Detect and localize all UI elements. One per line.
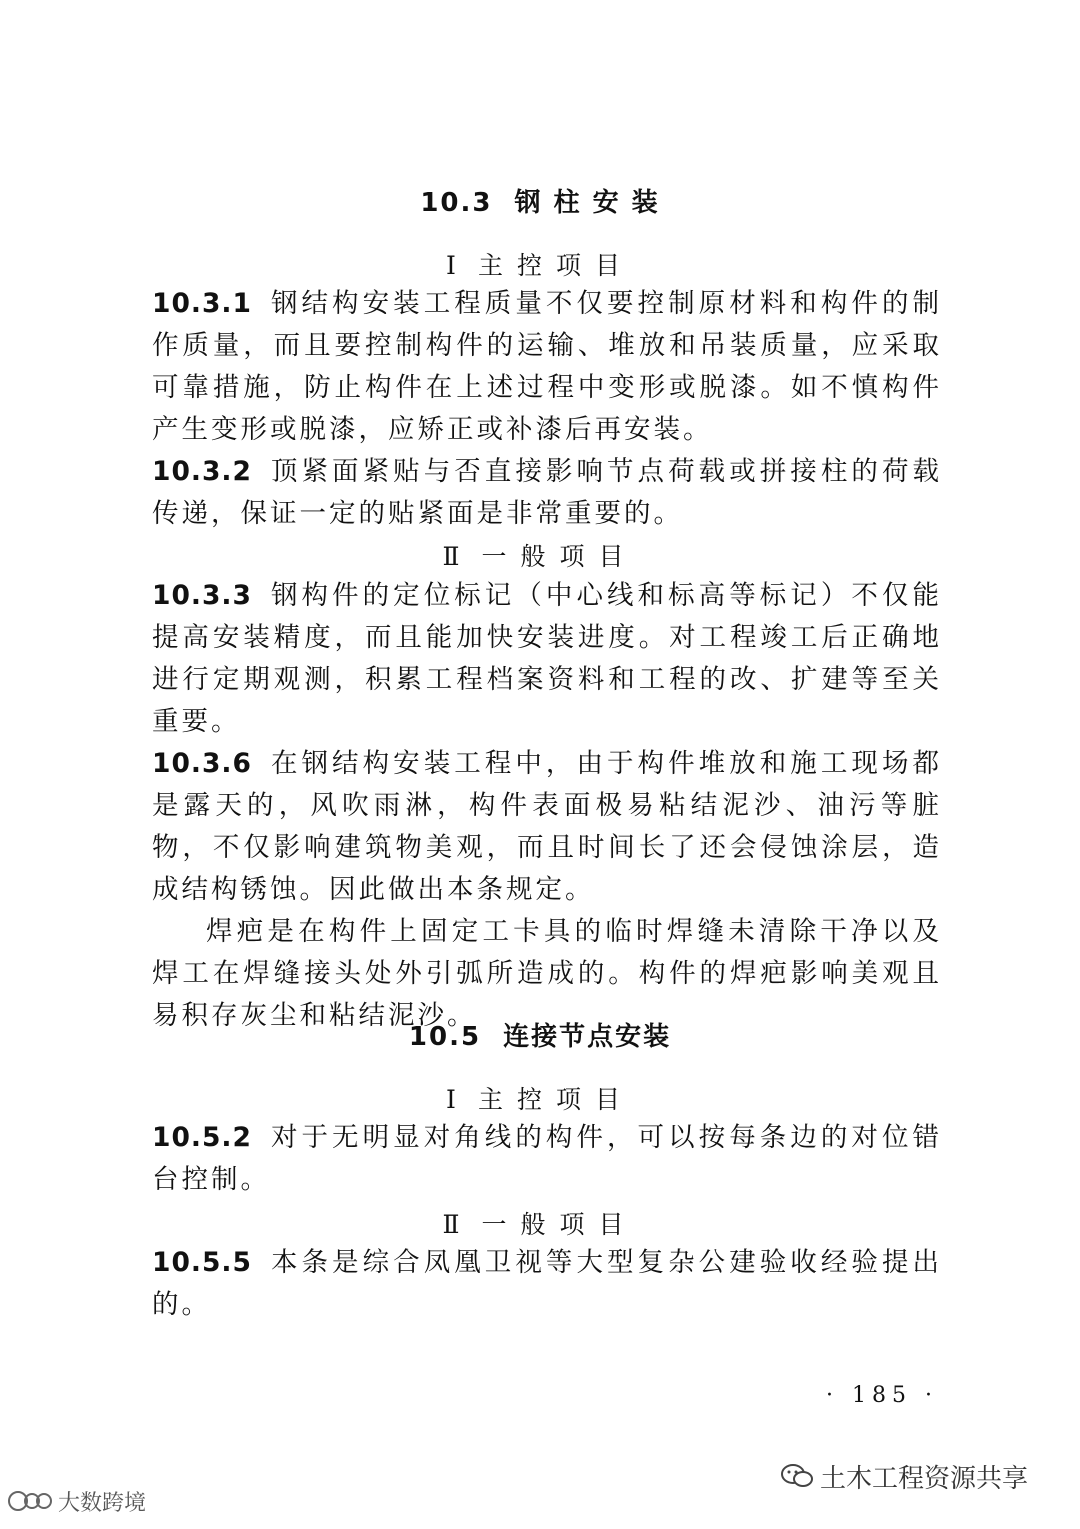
clause-block (152, 283, 942, 535)
page-number: · 185 · (826, 1383, 938, 1408)
watermark-right (780, 1458, 1028, 1496)
clause-number: 10.5.5 (152, 1247, 252, 1278)
logo-icon (6, 1489, 54, 1519)
clause-number: 10.3.1 (152, 288, 252, 319)
clause-paragraph (152, 743, 942, 911)
clause-paragraph (152, 1117, 942, 1201)
roman-numeral: Ⅱ (442, 542, 460, 571)
section-number: 10.3 (420, 188, 493, 218)
clause-paragraph (152, 451, 942, 535)
subsection-heading (0, 1205, 1080, 1241)
subsection-heading (0, 1080, 1080, 1116)
clause-text: 对于无明显对角线的构件，可以按每条边的对位错台控制。 (152, 1122, 942, 1195)
subsection-heading (0, 246, 1080, 282)
subsection-title: 一般项目 (481, 542, 638, 571)
clause-paragraph (152, 575, 942, 743)
clause-text: 钢结构安装工程质量不仅要控制原材料和构件的制作质量，而且要控制构件的运输、堆放和吊装质量，应采取可靠措施，防止构件在上述过程中变形或脱漆。如不慎构件产生变形或脱漆，应矫正或补漆后再安装。 (152, 288, 942, 445)
roman-numeral: Ⅱ (442, 1210, 460, 1239)
clause-number: 10.5.2 (152, 1122, 252, 1153)
clause-text: 顶紧面紧贴与否直接影响节点荷载或拼接柱的荷载传递，保证一定的贴紧面是非常重要的。 (152, 456, 942, 529)
clause-number: 10.3.2 (152, 456, 252, 487)
clause-text: 本条是综合凤凰卫视等大型复杂公建验收经验提出的。 (152, 1247, 942, 1320)
clause-block (152, 1117, 942, 1201)
clause-block (152, 1242, 942, 1326)
subsection-title: 一般项目 (481, 1210, 638, 1239)
body-paragraph: 焊疤是在构件上固定工卡具的临时焊缝未清除干净以及焊工在焊缝接头处外引弧所造成的。构件的焊疤影响美观且易积存灰尘和粘结泥沙。 (152, 916, 942, 1031)
clause-paragraph (152, 283, 942, 451)
roman-numeral: Ⅰ (446, 1085, 456, 1114)
roman-numeral: Ⅰ (446, 251, 456, 280)
clause-block (152, 575, 942, 1037)
wechat-icon (780, 1463, 814, 1496)
subsection-title: 主控项目 (477, 1085, 634, 1114)
watermark-text: 大数跨境 (58, 1491, 147, 1516)
section-title: 钢 柱 安 装 (514, 188, 660, 218)
section-title: 连接节点安装 (503, 1022, 672, 1052)
subsection-heading (0, 537, 1080, 573)
section-number: 10.5 (408, 1022, 482, 1052)
subsection-title: 主控项目 (477, 251, 634, 280)
section-heading-10-3 (0, 182, 1080, 219)
watermark-text: 土木工程资源共享 (820, 1464, 1029, 1494)
clause-number: 10.3.3 (152, 580, 252, 611)
clause-number: 10.3.6 (152, 748, 252, 779)
clause-paragraph (152, 1242, 942, 1326)
section-heading-10-5 (0, 1016, 1080, 1053)
clause-text: 钢构件的定位标记（中心线和标高等标记）不仅能提高安装精度，而且能加快安装进度。对工程竣工后正确地进行定期观测，积累工程档案资料和工程的改、扩建等至关重要。 (152, 580, 942, 737)
clause-text: 在钢结构安装工程中，由于构件堆放和施工现场都是露天的，风吹雨淋，构件表面极易粘结泥沙、油污等脏物，不仅影响建筑物美观，而且时间长了还会侵蚀涂层，造成结构锈蚀。因此做出本条规定。 (152, 748, 942, 905)
watermark-left (6, 1486, 146, 1519)
